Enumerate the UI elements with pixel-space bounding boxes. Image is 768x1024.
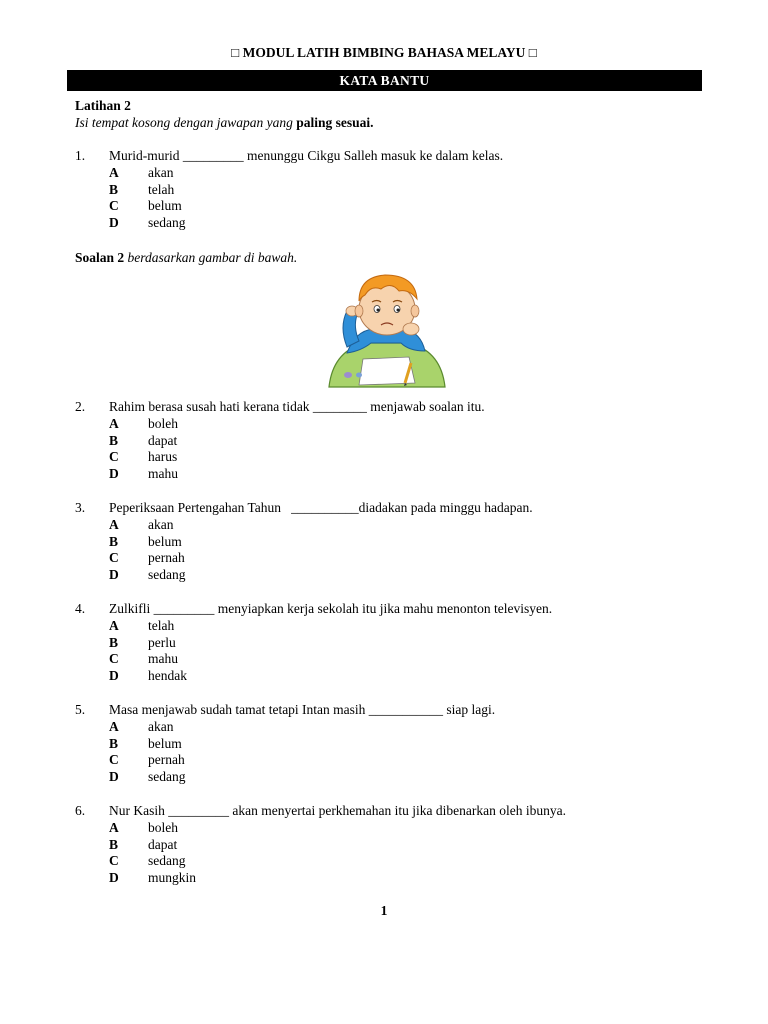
option-letter: B xyxy=(109,533,119,549)
option-text: akan xyxy=(148,516,174,532)
option-text: dapat xyxy=(148,432,178,448)
exercise-title: Latihan 2 xyxy=(75,98,131,113)
option-letter: A xyxy=(109,164,119,180)
option-text: sedang xyxy=(148,853,186,869)
option-text: mungkin xyxy=(148,870,197,886)
option-text: belum xyxy=(148,533,182,549)
option-text: mahu xyxy=(148,466,178,482)
question-text: Nur Kasih _________ akan menyertai perkhemahan itu jika dibenarkan oleh ibunya. xyxy=(109,803,566,818)
option-a xyxy=(75,165,715,182)
question-number: 4. xyxy=(75,601,86,616)
option-text: pernah xyxy=(148,550,185,566)
instruction-italic: Isi tempat kosong dengan jawapan yang xyxy=(75,115,297,130)
option-c xyxy=(75,853,715,870)
option-letter: A xyxy=(109,819,119,835)
module-title: □ MODUL LATIH BIMBING BAHASA MELAYU □ xyxy=(231,45,537,60)
option-c xyxy=(75,550,715,567)
option-letter: B xyxy=(109,432,119,448)
option-b xyxy=(75,534,715,551)
option-d xyxy=(75,215,715,232)
option-text: akan xyxy=(148,164,174,180)
option-text: sedang xyxy=(148,567,186,583)
section-banner: KATA BANTU xyxy=(67,70,702,91)
option-a xyxy=(75,820,715,837)
option-text: belum xyxy=(148,198,182,214)
option-letter: A xyxy=(109,415,119,431)
option-d xyxy=(75,567,715,584)
intro-bold: Soalan 2 xyxy=(75,250,125,265)
instruction-bold: paling sesuai. xyxy=(296,115,374,130)
question-text: Peperiksaan Pertengahan Tahun __________diadakan pada minggu hadapan. xyxy=(109,500,533,515)
option-d xyxy=(75,466,715,483)
question-4 xyxy=(75,601,715,685)
option-a xyxy=(75,618,715,635)
exercise-instruction xyxy=(75,114,374,131)
image-question-intro xyxy=(75,249,297,266)
option-text: boleh xyxy=(148,415,178,431)
question-5 xyxy=(75,702,715,786)
option-b xyxy=(75,837,715,854)
option-a xyxy=(75,416,715,433)
question-text: Rahim berasa susah hati kerana tidak ________ menjawab soalan itu. xyxy=(109,399,485,414)
option-text: telah xyxy=(148,617,175,633)
option-letter: C xyxy=(109,752,119,768)
option-text: sedang xyxy=(148,769,186,785)
option-text: sedang xyxy=(148,215,186,231)
intro-italic: berdasarkan gambar di bawah. xyxy=(124,250,298,265)
question-text: Masa menjawab sudah tamat tetapi Intan masih ___________ siap lagi. xyxy=(109,702,496,717)
option-letter: C xyxy=(109,853,119,869)
option-letter: C xyxy=(109,550,119,566)
option-letter: B xyxy=(109,735,119,751)
option-c xyxy=(75,651,715,668)
question-6 xyxy=(75,803,715,887)
question-number: 5. xyxy=(75,702,86,717)
option-letter: A xyxy=(109,718,119,734)
option-text: perlu xyxy=(148,634,176,650)
option-b xyxy=(75,433,715,450)
question-number: 2. xyxy=(75,399,86,414)
question-2 xyxy=(75,399,715,483)
option-letter: C xyxy=(109,651,119,667)
option-letter: D xyxy=(109,668,119,684)
option-letter: D xyxy=(109,567,119,583)
option-text: pernah xyxy=(148,752,185,768)
option-text: akan xyxy=(148,718,174,734)
question-number: 1. xyxy=(75,148,86,163)
question-3 xyxy=(75,500,715,584)
option-a xyxy=(75,719,715,736)
option-letter: A xyxy=(109,617,119,633)
thinking-boy-icon xyxy=(325,271,447,391)
option-text: telah xyxy=(148,181,175,197)
option-letter: D xyxy=(109,215,119,231)
option-text: mahu xyxy=(148,651,178,667)
option-a xyxy=(75,517,715,534)
option-b xyxy=(75,182,715,199)
option-text: dapat xyxy=(148,836,178,852)
question-number: 6. xyxy=(75,803,86,818)
option-letter: D xyxy=(109,769,119,785)
option-d xyxy=(75,769,715,786)
question-text: Zulkifli _________ menyiapkan kerja sekolah itu jika mahu menonton televisyen. xyxy=(109,601,553,616)
option-c xyxy=(75,449,715,466)
option-letter: B xyxy=(109,836,119,852)
option-c xyxy=(75,198,715,215)
option-b xyxy=(75,736,715,753)
question-number: 3. xyxy=(75,500,86,515)
option-letter: B xyxy=(109,634,119,650)
option-text: harus xyxy=(148,449,178,465)
option-letter: C xyxy=(109,198,119,214)
option-letter: B xyxy=(109,181,119,197)
option-text: hendak xyxy=(148,668,187,684)
question-1 xyxy=(75,148,715,232)
option-c xyxy=(75,752,715,769)
option-letter: D xyxy=(109,466,119,482)
page-number: 1 xyxy=(380,903,388,918)
option-letter: A xyxy=(109,516,119,532)
option-d xyxy=(75,668,715,685)
option-letter: D xyxy=(109,870,119,886)
question-text: Murid-murid _________ menunggu Cikgu Salleh masuk ke dalam kelas. xyxy=(109,148,504,163)
option-b xyxy=(75,635,715,652)
option-letter: C xyxy=(109,449,119,465)
option-text: boleh xyxy=(148,819,178,835)
option-d xyxy=(75,870,715,887)
option-text: belum xyxy=(148,735,182,751)
